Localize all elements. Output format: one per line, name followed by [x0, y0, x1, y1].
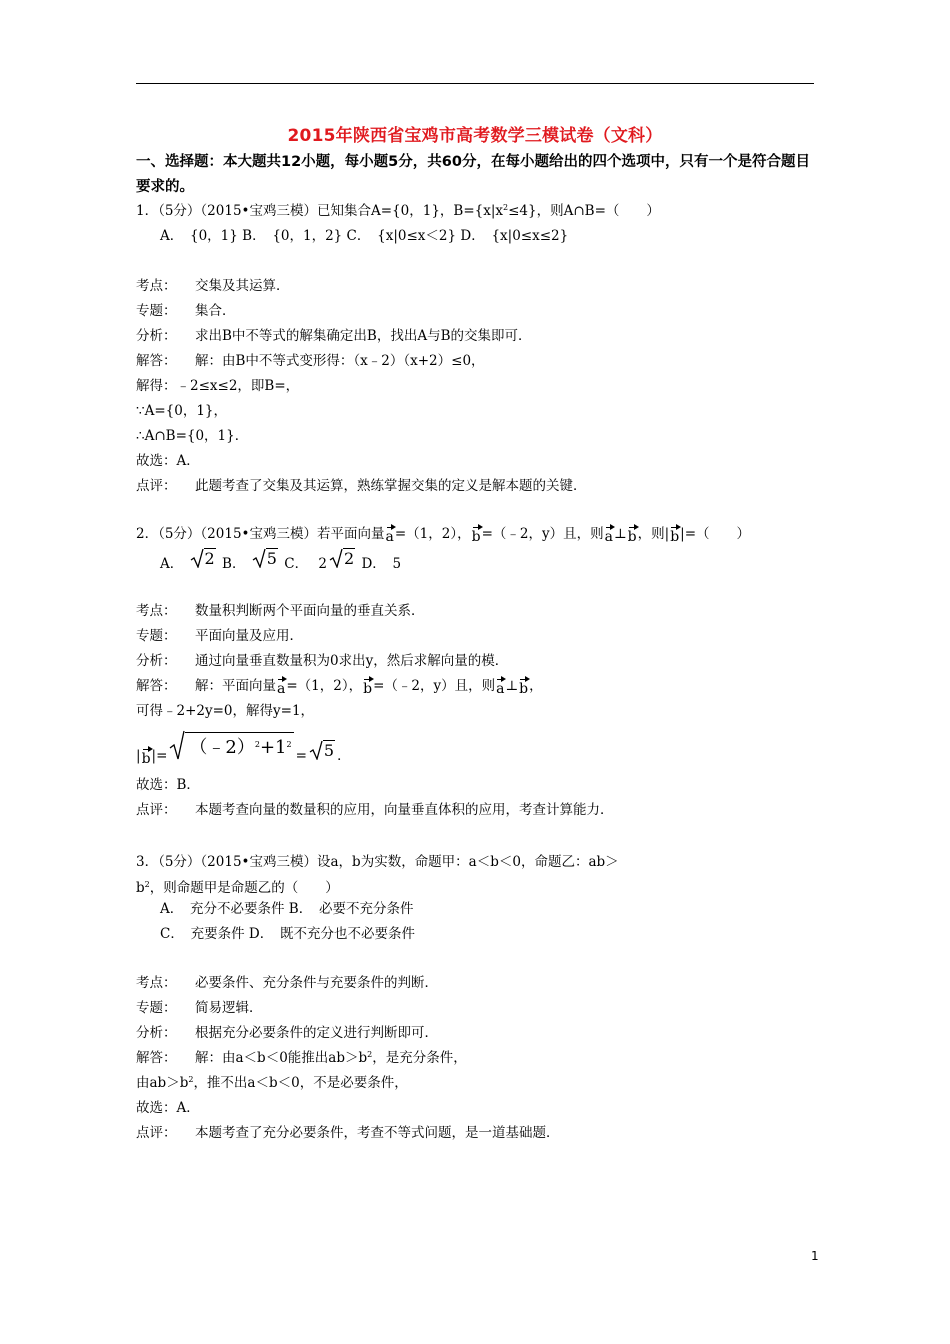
q2-options: A． 2 B． 5 C． 2 2 D． 5	[160, 549, 402, 572]
q2-fenxi: 分析： 通过向量垂直数量积为0求出y，然后求解向量的模．	[136, 653, 509, 669]
vector-a: a	[605, 525, 613, 543]
q2-kaodian: 考点： 数量积判断两个平面向量的垂直关系．	[136, 603, 425, 619]
q3-fenxi: 分析： 根据充分必要条件的定义进行判断即可．	[136, 1025, 438, 1041]
radical-icon	[190, 548, 204, 568]
section-heading: 一、选择题：本大题共12小题，每小题5分，共60分，在每小题给出的四个选项中，只有一个是符合题目要求的。	[136, 154, 810, 195]
q3-options-1: A． 充分不必要条件 B． 必要不充分条件	[160, 901, 414, 917]
sqrt-2: 2	[190, 548, 216, 568]
q1-kaodian: 考点： 交集及其运算．	[136, 278, 290, 294]
q2-stem: 2．（5分）（2015•宝鸡三模）若平面向量a=（1，2），b=（﹣2，y）且，则a⊥b，则|b|=（ ）	[136, 526, 751, 545]
q2-answer: 故选：B．	[136, 777, 200, 793]
radical-icon	[169, 730, 185, 760]
vector-a: a	[386, 525, 394, 543]
q3-stem: 3．（5分）（2015•宝鸡三模）设a，b为实数，命题甲：a＜b＜0，命题乙：$ab>b^2$，则命题甲是命题乙的（ ）	[136, 854, 619, 896]
q1-fenxi: 分析： 求出B中不等式的解集确定出B，找出A与B的交集即可．	[136, 328, 532, 344]
q1-answer: 故选：A．	[136, 453, 200, 469]
q1-options: A． {0，1} B． {0，1，2} C． {x|0≤x＜2} D． {x|0≤x≤2}	[160, 228, 569, 244]
vector-a: a	[496, 677, 504, 695]
q3-kaodian: 考点： 必要条件、充分条件与充要条件的判断．	[136, 975, 438, 991]
page-title: 2015年陕西省宝鸡市高考数学三模试卷（文科）	[287, 126, 663, 146]
vector-b: b	[142, 747, 151, 765]
q1-solution-line-2: 解得：﹣2≤x≤2，即B=，	[136, 378, 300, 394]
q1-jieda: 解答： 解：由B中不等式变形得：（x﹣2）（x+2）≤0，	[136, 353, 485, 369]
q1-zhuanti: 专题： 集合．	[136, 303, 236, 319]
q2-solution-line-2: 可得﹣2+2y=0，解得y=1，	[136, 703, 315, 719]
q1-solution-line-4: ∴A∩B={0，1}．	[136, 428, 249, 444]
sqrt-5: 5	[252, 548, 278, 568]
q2-zhuanti: 专题： 平面向量及应用．	[136, 628, 303, 644]
q1-stem: 1．（5分）（2015•宝鸡三模）已知集合A={0，1}，$B=\{x|x^2\le 4\}$，则A∩B=（ ）	[136, 203, 660, 219]
page-number: 1	[811, 1249, 819, 1263]
q3-solution-line-2: 由$ab>b^2$，推不出a＜b＜0，不是必要条件，	[136, 1075, 408, 1091]
q3-dianping: 点评： 本题考查了充分必要条件，考查不等式问题，是一道基础题．	[136, 1125, 560, 1141]
sqrt-2: 2	[329, 548, 355, 568]
vector-b: b	[472, 525, 481, 543]
q2-dianping: 点评： 本题考查向量的数量积的应用，向量垂直体积的应用，考查计算能力．	[136, 802, 614, 818]
q3-answer: 故选：A．	[136, 1100, 200, 1116]
vector-b: b	[519, 677, 528, 695]
vector-b: b	[628, 525, 637, 543]
q1-solution-line-3: ∵A={0，1}，	[136, 403, 228, 419]
vector-b: b	[670, 525, 679, 543]
radical-icon	[252, 548, 266, 568]
radical-icon	[309, 740, 323, 760]
vector-b: b	[363, 677, 372, 695]
q3-jieda: 解答： 解：由a＜b＜0能推出$ab>b^2$，是充分条件，	[136, 1050, 467, 1066]
sqrt-expression: $(﹣2)^2+1^2$	[169, 730, 293, 760]
q1-dianping: 点评： 此题考查了交集及其运算，熟练掌握交集的定义是解本题的关键．	[136, 478, 587, 494]
vector-a: a	[277, 677, 285, 695]
q3-options-2: C． 充要条件 D． 既不充分也不必要条件	[160, 926, 415, 942]
q2-modulus-formula: |b|= $(﹣2)^2+1^2$ = 5 ．	[136, 730, 351, 773]
radical-icon	[329, 548, 343, 568]
sqrt-5: 5	[309, 740, 335, 760]
q3-zhuanti: 专题： 简易逻辑．	[136, 1000, 263, 1016]
header-rule	[136, 83, 814, 84]
q2-jieda: 解答： 解：平面向量a=（1，2），b=（﹣2，y）且，则a⊥b，	[136, 678, 543, 697]
